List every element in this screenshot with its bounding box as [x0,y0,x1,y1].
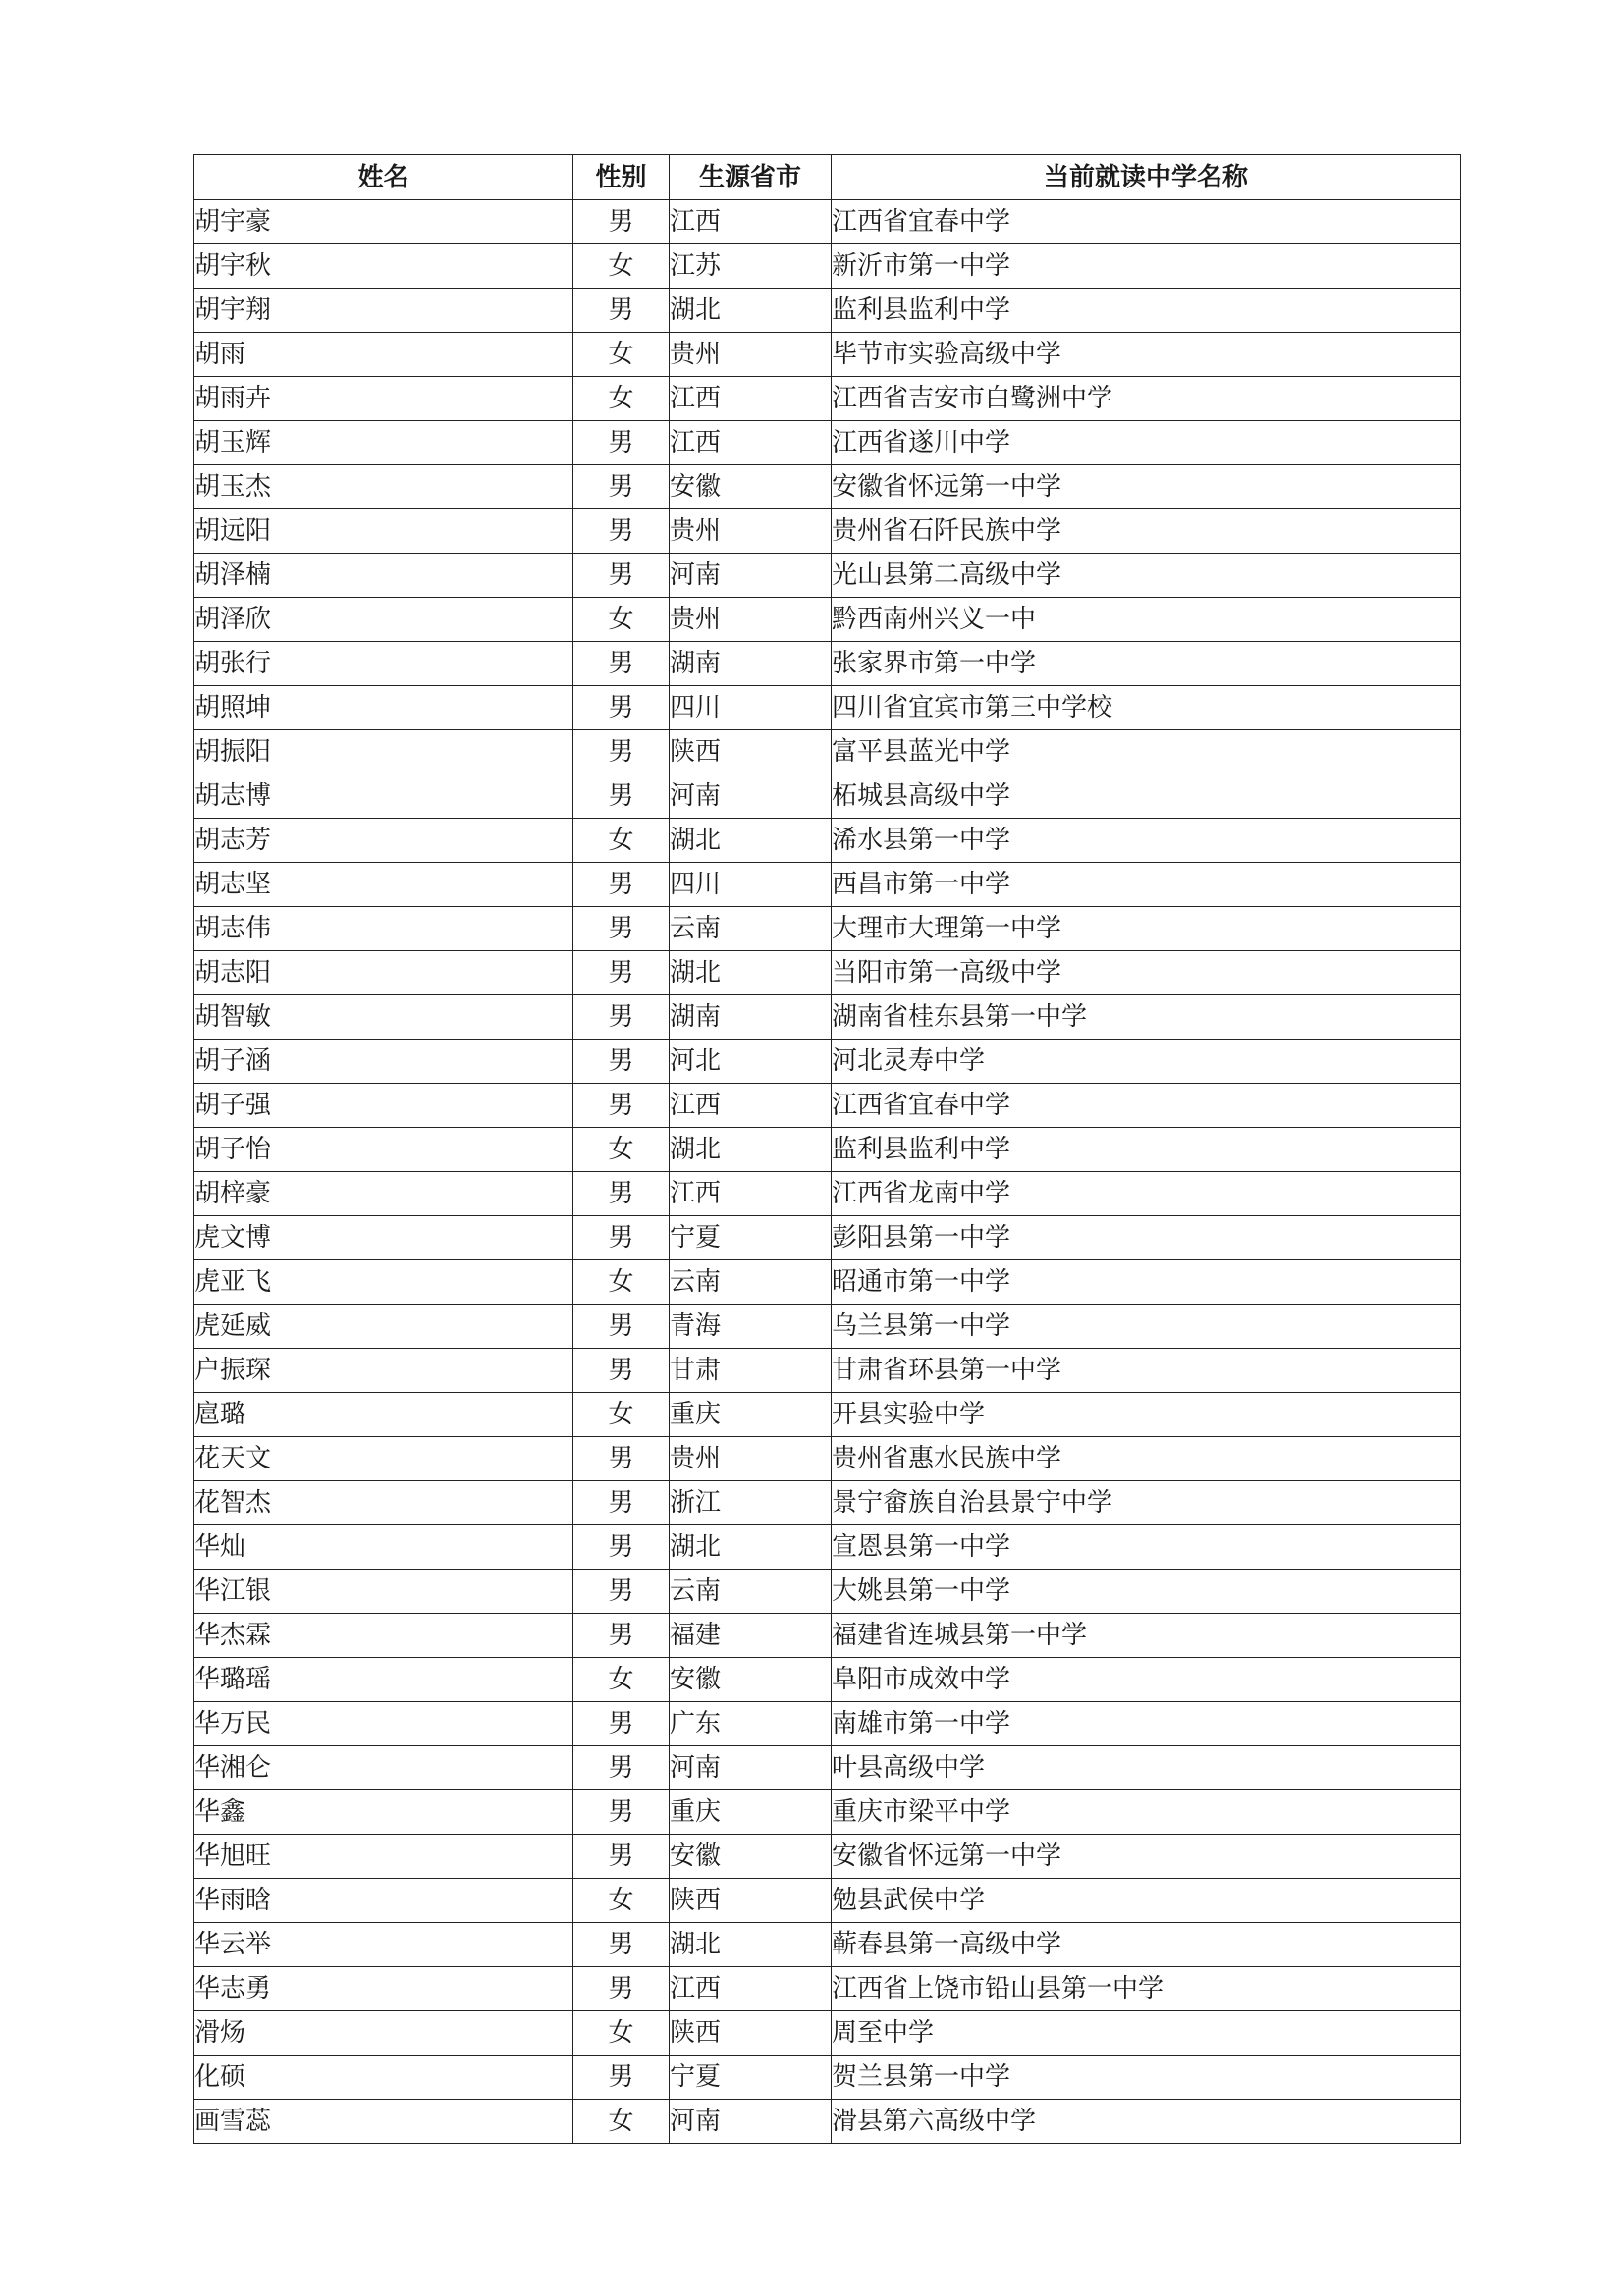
cell-gender: 女 [573,1260,670,1305]
cell-gender: 男 [573,1702,670,1746]
cell-school: 监利县监利中学 [832,289,1461,333]
cell-province: 湖北 [670,1525,832,1570]
cell-school: 阜阳市成效中学 [832,1658,1461,1702]
table-row [194,1879,1461,1923]
cell-province: 安徽 [670,1658,832,1702]
cell-gender: 男 [573,1570,670,1614]
cell-gender: 男 [573,554,670,598]
table-row [194,1614,1461,1658]
cell-province: 江西 [670,1084,832,1128]
cell-school: 南雄市第一中学 [832,1702,1461,1746]
cell-province: 宁夏 [670,1216,832,1260]
cell-province: 贵州 [670,1437,832,1481]
table-row [194,200,1461,244]
cell-province: 江西 [670,421,832,465]
cell-province: 重庆 [670,1790,832,1835]
cell-name: 华旭旺 [194,1835,573,1879]
cell-province: 四川 [670,863,832,907]
cell-gender: 男 [573,686,670,730]
cell-name: 胡雨卉 [194,377,573,421]
cell-name: 胡子强 [194,1084,573,1128]
cell-school: 叶县高级中学 [832,1746,1461,1790]
table-row [194,377,1461,421]
cell-province: 江西 [670,200,832,244]
cell-gender: 男 [573,2056,670,2100]
table-row [194,774,1461,819]
cell-school: 乌兰县第一中学 [832,1305,1461,1349]
cell-gender: 男 [573,465,670,509]
table-row [194,1260,1461,1305]
cell-gender: 男 [573,1481,670,1525]
cell-school: 四川省宜宾市第三中学校 [832,686,1461,730]
cell-province: 河南 [670,774,832,819]
cell-gender: 女 [573,819,670,863]
cell-gender: 男 [573,907,670,951]
cell-school: 安徽省怀远第一中学 [832,465,1461,509]
cell-gender: 男 [573,1525,670,1570]
table-row [194,289,1461,333]
cell-school: 贺兰县第一中学 [832,2056,1461,2100]
cell-gender: 男 [573,774,670,819]
cell-province: 湖北 [670,951,832,995]
cell-school: 江西省宜春中学 [832,200,1461,244]
cell-school: 当阳市第一高级中学 [832,951,1461,995]
cell-name: 华云举 [194,1923,573,1967]
cell-gender: 男 [573,1923,670,1967]
cell-name: 胡雨 [194,333,573,377]
table-row [194,1437,1461,1481]
cell-gender: 男 [573,1614,670,1658]
table-row [194,1658,1461,1702]
cell-province: 湖南 [670,642,832,686]
cell-gender: 男 [573,1437,670,1481]
table-row [194,951,1461,995]
table-row [194,509,1461,554]
cell-name: 虎延威 [194,1305,573,1349]
cell-province: 福建 [670,1614,832,1658]
cell-school: 勉县武侯中学 [832,1879,1461,1923]
table-row [194,1216,1461,1260]
cell-name: 胡志阳 [194,951,573,995]
table-row [194,244,1461,289]
cell-gender: 女 [573,2011,670,2056]
cell-province: 江苏 [670,244,832,289]
cell-school: 福建省连城县第一中学 [832,1614,1461,1658]
cell-name: 胡子怡 [194,1128,573,1172]
cell-gender: 男 [573,421,670,465]
cell-province: 云南 [670,1260,832,1305]
table-row [194,1525,1461,1570]
cell-province: 河北 [670,1040,832,1084]
cell-province: 河南 [670,554,832,598]
cell-province: 云南 [670,1570,832,1614]
cell-gender: 女 [573,333,670,377]
cell-province: 湖北 [670,289,832,333]
table-row [194,863,1461,907]
cell-name: 华璐瑶 [194,1658,573,1702]
cell-school: 张家界市第一中学 [832,642,1461,686]
cell-province: 江西 [670,377,832,421]
cell-school: 景宁畲族自治县景宁中学 [832,1481,1461,1525]
table-row [194,907,1461,951]
cell-gender: 女 [573,598,670,642]
cell-gender: 女 [573,2100,670,2144]
table-row [194,819,1461,863]
cell-province: 贵州 [670,333,832,377]
cell-name: 华鑫 [194,1790,573,1835]
cell-name: 花天文 [194,1437,573,1481]
table-row [194,2056,1461,2100]
cell-name: 华江银 [194,1570,573,1614]
cell-gender: 女 [573,244,670,289]
cell-school: 大理市大理第一中学 [832,907,1461,951]
cell-school: 宣恩县第一中学 [832,1525,1461,1570]
cell-name: 胡玉杰 [194,465,573,509]
table-row [194,1790,1461,1835]
cell-gender: 男 [573,730,670,774]
table-row [194,1570,1461,1614]
cell-school: 黔西南州兴义一中 [832,598,1461,642]
cell-province: 贵州 [670,598,832,642]
cell-gender: 男 [573,863,670,907]
table-row [194,1967,1461,2011]
cell-name: 虎文博 [194,1216,573,1260]
cell-province: 陕西 [670,2011,832,2056]
cell-school: 浠水县第一中学 [832,819,1461,863]
table-row [194,1702,1461,1746]
cell-gender: 男 [573,1172,670,1216]
cell-gender: 女 [573,377,670,421]
table-row [194,1393,1461,1437]
table-row [194,1084,1461,1128]
table-row [194,1835,1461,1879]
cell-province: 湖北 [670,1128,832,1172]
cell-name: 滑炀 [194,2011,573,2056]
cell-province: 甘肃 [670,1349,832,1393]
cell-province: 河南 [670,2100,832,2144]
cell-province: 陕西 [670,1879,832,1923]
header-province: 生源省市 [670,155,832,200]
table-row [194,598,1461,642]
table-row [194,2100,1461,2144]
cell-province: 广东 [670,1702,832,1746]
cell-school: 河北灵寿中学 [832,1040,1461,1084]
table-row [194,421,1461,465]
cell-school: 江西省上饶市铅山县第一中学 [832,1967,1461,2011]
cell-province: 宁夏 [670,2056,832,2100]
cell-school: 富平县蓝光中学 [832,730,1461,774]
table-row [194,730,1461,774]
cell-school: 监利县监利中学 [832,1128,1461,1172]
table-row [194,2011,1461,2056]
cell-name: 胡张行 [194,642,573,686]
cell-school: 毕节市实验高级中学 [832,333,1461,377]
table-row [194,1923,1461,1967]
cell-province: 贵州 [670,509,832,554]
cell-name: 华灿 [194,1525,573,1570]
table-header [194,155,1461,200]
cell-gender: 男 [573,1084,670,1128]
cell-province: 江西 [670,1967,832,2011]
table-row [194,333,1461,377]
cell-province: 重庆 [670,1393,832,1437]
cell-school: 光山县第二高级中学 [832,554,1461,598]
table-row [194,1481,1461,1525]
cell-name: 胡志芳 [194,819,573,863]
cell-name: 胡宇翔 [194,289,573,333]
cell-school: 重庆市梁平中学 [832,1790,1461,1835]
cell-name: 化硕 [194,2056,573,2100]
cell-gender: 男 [573,1216,670,1260]
cell-name: 华杰霖 [194,1614,573,1658]
cell-name: 胡玉辉 [194,421,573,465]
cell-gender: 男 [573,509,670,554]
cell-school: 湖南省桂东县第一中学 [832,995,1461,1040]
cell-gender: 女 [573,1879,670,1923]
cell-name: 胡志坚 [194,863,573,907]
cell-province: 安徽 [670,465,832,509]
cell-school: 西昌市第一中学 [832,863,1461,907]
header-row [194,155,1461,200]
cell-school: 江西省龙南中学 [832,1172,1461,1216]
cell-province: 青海 [670,1305,832,1349]
cell-province: 四川 [670,686,832,730]
cell-province: 浙江 [670,1481,832,1525]
table-row [194,995,1461,1040]
cell-province: 江西 [670,1172,832,1216]
cell-school: 甘肃省环县第一中学 [832,1349,1461,1393]
cell-gender: 男 [573,200,670,244]
cell-school: 柘城县高级中学 [832,774,1461,819]
cell-name: 胡宇秋 [194,244,573,289]
cell-school: 新沂市第一中学 [832,244,1461,289]
cell-school: 昭通市第一中学 [832,1260,1461,1305]
cell-gender: 女 [573,1658,670,1702]
cell-province: 湖北 [670,819,832,863]
cell-name: 胡泽欣 [194,598,573,642]
cell-school: 江西省吉安市白鹭洲中学 [832,377,1461,421]
table-row [194,1128,1461,1172]
cell-gender: 男 [573,642,670,686]
cell-school: 滑县第六高级中学 [832,2100,1461,2144]
cell-name: 华湘仑 [194,1746,573,1790]
table-row [194,1305,1461,1349]
header-name: 姓名 [194,155,573,200]
cell-gender: 男 [573,1040,670,1084]
cell-name: 华万民 [194,1702,573,1746]
cell-province: 陕西 [670,730,832,774]
cell-name: 胡志伟 [194,907,573,951]
cell-gender: 男 [573,1835,670,1879]
cell-name: 胡志博 [194,774,573,819]
cell-name: 胡宇豪 [194,200,573,244]
table-row [194,1746,1461,1790]
cell-province: 云南 [670,907,832,951]
cell-school: 贵州省惠水民族中学 [832,1437,1461,1481]
table-body [194,200,1461,2144]
cell-gender: 男 [573,1746,670,1790]
cell-name: 胡照坤 [194,686,573,730]
student-roster-table [193,154,1461,2144]
table-row [194,465,1461,509]
cell-province: 湖北 [670,1923,832,1967]
cell-school: 彭阳县第一中学 [832,1216,1461,1260]
cell-province: 湖南 [670,995,832,1040]
cell-school: 安徽省怀远第一中学 [832,1835,1461,1879]
table-row [194,1040,1461,1084]
cell-name: 胡梓豪 [194,1172,573,1216]
cell-school: 周至中学 [832,2011,1461,2056]
cell-name: 胡子涵 [194,1040,573,1084]
cell-gender: 男 [573,951,670,995]
cell-province: 河南 [670,1746,832,1790]
cell-name: 花智杰 [194,1481,573,1525]
cell-gender: 男 [573,1349,670,1393]
cell-name: 扈璐 [194,1393,573,1437]
cell-school: 贵州省石阡民族中学 [832,509,1461,554]
cell-school: 蕲春县第一高级中学 [832,1923,1461,1967]
table-row [194,642,1461,686]
cell-name: 胡泽楠 [194,554,573,598]
table-row [194,1172,1461,1216]
cell-school: 江西省遂川中学 [832,421,1461,465]
cell-gender: 男 [573,995,670,1040]
cell-name: 户振琛 [194,1349,573,1393]
cell-name: 胡振阳 [194,730,573,774]
cell-gender: 男 [573,1305,670,1349]
cell-gender: 女 [573,1393,670,1437]
cell-name: 胡远阳 [194,509,573,554]
table-row [194,554,1461,598]
cell-gender: 男 [573,1790,670,1835]
cell-school: 江西省宜春中学 [832,1084,1461,1128]
cell-gender: 男 [573,289,670,333]
cell-province: 安徽 [670,1835,832,1879]
cell-gender: 男 [573,1967,670,2011]
cell-name: 华雨晗 [194,1879,573,1923]
cell-school: 大姚县第一中学 [832,1570,1461,1614]
cell-name: 华志勇 [194,1967,573,2011]
cell-name: 虎亚飞 [194,1260,573,1305]
cell-gender: 女 [573,1128,670,1172]
header-school: 当前就读中学名称 [832,155,1461,200]
cell-name: 画雪蕊 [194,2100,573,2144]
table-row [194,1349,1461,1393]
table-row [194,686,1461,730]
cell-name: 胡智敏 [194,995,573,1040]
cell-school: 开县实验中学 [832,1393,1461,1437]
header-gender: 性别 [573,155,670,200]
